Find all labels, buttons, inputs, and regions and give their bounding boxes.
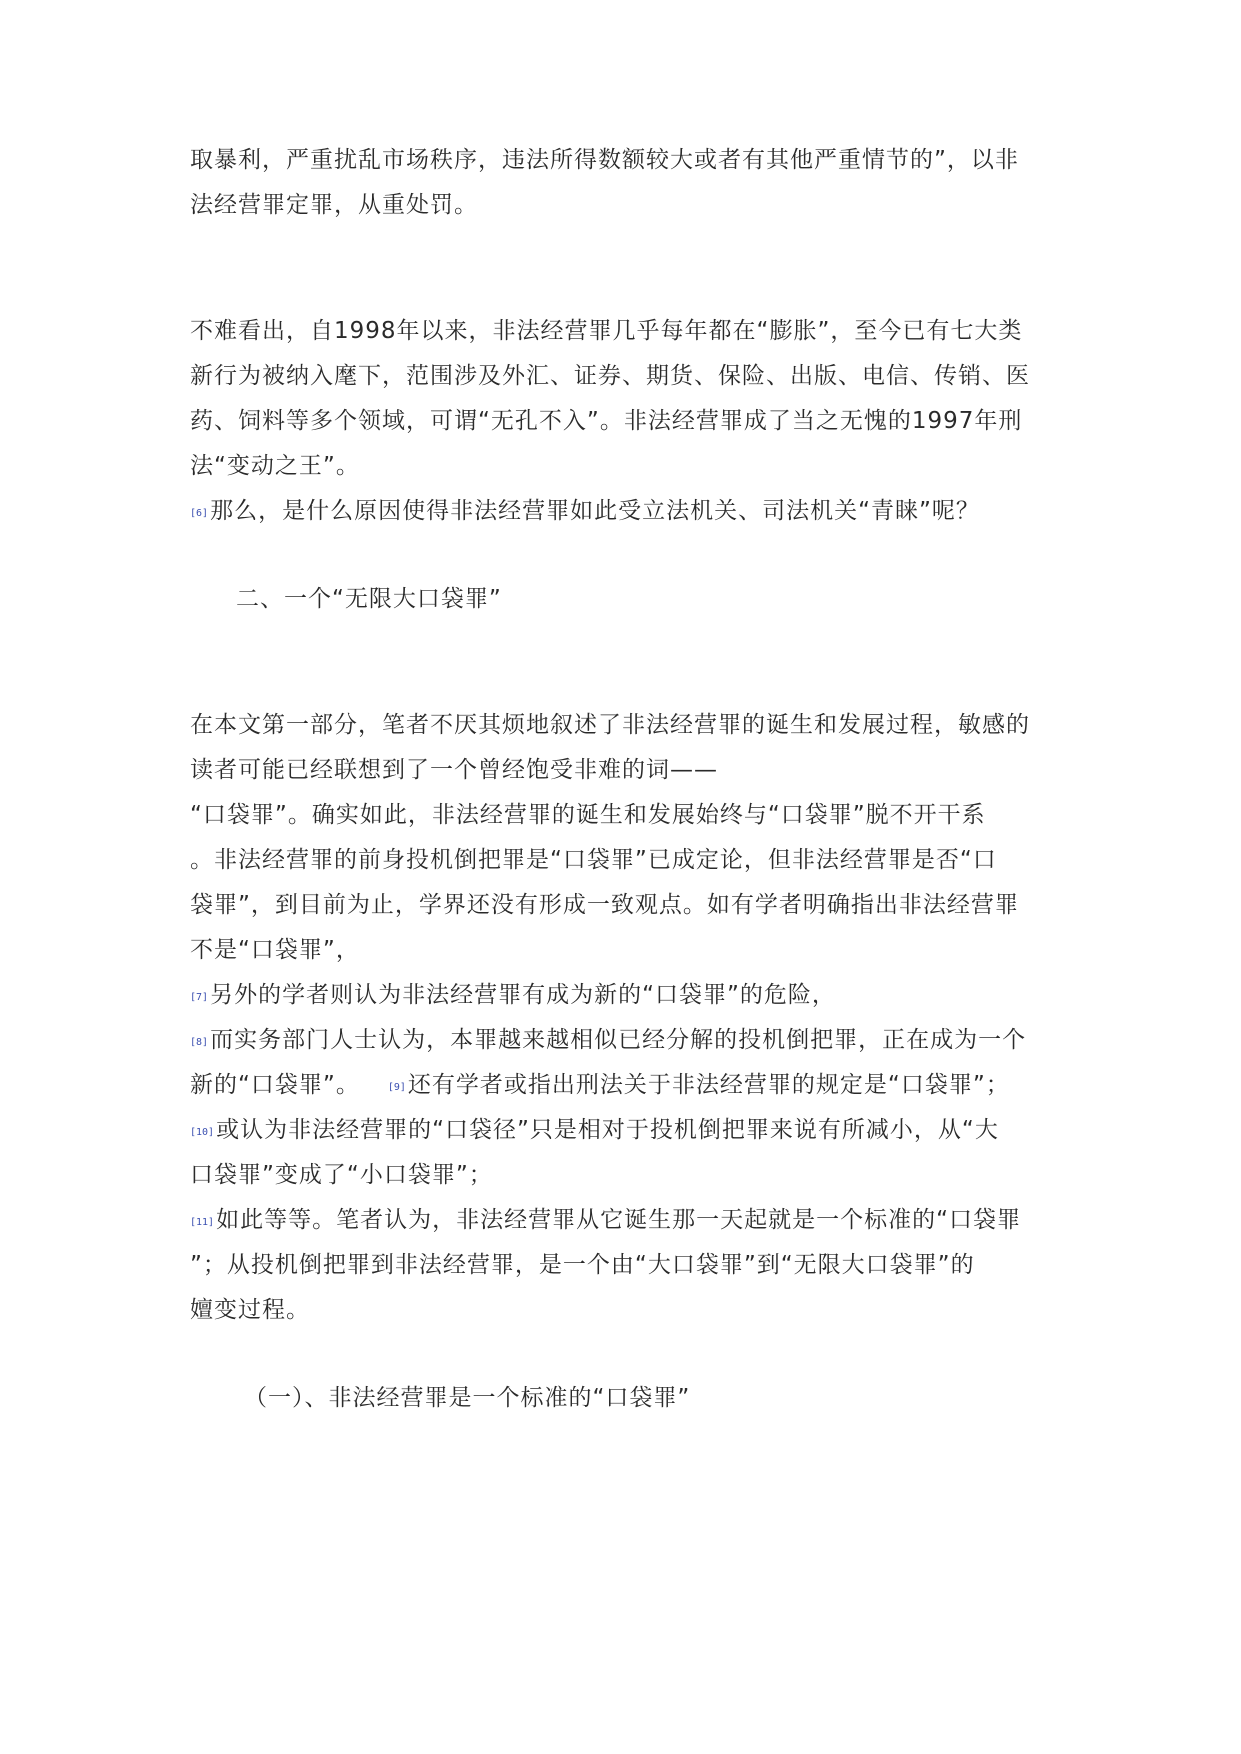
footnote-text-11: 如此等等。笔者认为，非法经营罪从它诞生那一天起就是一个标准的“口袋罪 (216, 1207, 1022, 1233)
text-line: 口袋罪”变成了“小口袋罪”； (190, 1162, 493, 1188)
footnote-text-10: 或认为非法经营罪的“口袋径”只是相对于投机倒把罪来说有所减小，从“大 (216, 1117, 999, 1143)
footnote-line-7 (190, 980, 836, 1010)
footnote-text-9: 还有学者或指出刑法关于非法经营罪的规定是“口袋罪”； (407, 1072, 1010, 1098)
text-segment: 新的“口袋罪”。 (190, 1072, 360, 1098)
footnote-text-8: 而实务部门人士认为，本罪越来越相似已经分解的投机倒把罪，正在成为一个 (210, 1027, 1027, 1053)
footnote-marker-6[interactable]: [6] (190, 508, 209, 519)
text-line: 读者可能已经联想到了一个曾经饱受非难的词—— (190, 757, 718, 783)
text-line: 不是“口袋罪”， (190, 937, 360, 963)
text-line: 在本文第一部分，笔者不厌其烦地叙述了非法经营罪的诞生和发展过程，敏感的 (190, 712, 1030, 738)
footnote-marker-7[interactable]: [7] (190, 992, 209, 1003)
footnote-line-11 (190, 1205, 1021, 1235)
text-line: 袋罪”，到目前为止，学界还没有形成一致观点。如有学者明确指出非法经营罪 (190, 892, 1019, 918)
text-line: 。非法经营罪的前身投机倒把罪是“口袋罪”已成定论，但非法经营罪是否“口 (190, 847, 997, 873)
footnote-marker-11[interactable]: [11] (190, 1217, 215, 1228)
footnote-text-6: 那么，是什么原因使得非法经营罪如此受立法机关、司法机关“青睐”呢？ (210, 498, 980, 524)
footnote-line-9 (190, 1070, 1010, 1100)
footnote-line-6 (190, 496, 980, 526)
footnote-line-8 (190, 1025, 1026, 1055)
section-heading-2: 二、一个“无限大口袋罪” (236, 586, 502, 612)
text-line: 嬗变过程。 (190, 1297, 310, 1323)
text-line: ”；从投机倒把罪到非法经营罪，是一个由“大口袋罪”到“无限大口袋罪”的 (190, 1252, 975, 1278)
text-line: 法“变动之王”。 (190, 453, 360, 479)
text-line: 取暴利，严重扰乱市场秩序，违法所得数额较大或者有其他严重情节的”，以非 (190, 147, 1019, 173)
section-heading-3: （一）、非法经营罪是一个标准的“口袋罪” (244, 1385, 691, 1411)
footnote-marker-8[interactable]: [8] (190, 1037, 209, 1048)
text-line: “口袋罪”。确实如此，非法经营罪的诞生和发展始终与“口袋罪”脱不开干系 (190, 802, 986, 828)
footnote-line-10 (190, 1115, 999, 1145)
text-line: 新行为被纳入麾下，范围涉及外汇、证券、期货、保险、出版、电信、传销、医 (190, 363, 1030, 389)
footnote-marker-10[interactable]: [10] (190, 1127, 215, 1138)
footnote-marker-9[interactable]: [9] (387, 1082, 406, 1093)
footnote-text-7: 另外的学者则认为非法经营罪有成为新的“口袋罪”的危险， (210, 982, 836, 1008)
text-line: 药、饲料等多个领域，可谓“无孔不入”。非法经营罪成了当之无愧的1997年刑 (190, 408, 1023, 434)
text-line: 不难看出，自1998年以来，非法经营罪几乎每年都在“膨胀”，至今已有七大类 (190, 318, 1023, 344)
text-line: 法经营罪定罪，从重处罚。 (190, 192, 478, 218)
